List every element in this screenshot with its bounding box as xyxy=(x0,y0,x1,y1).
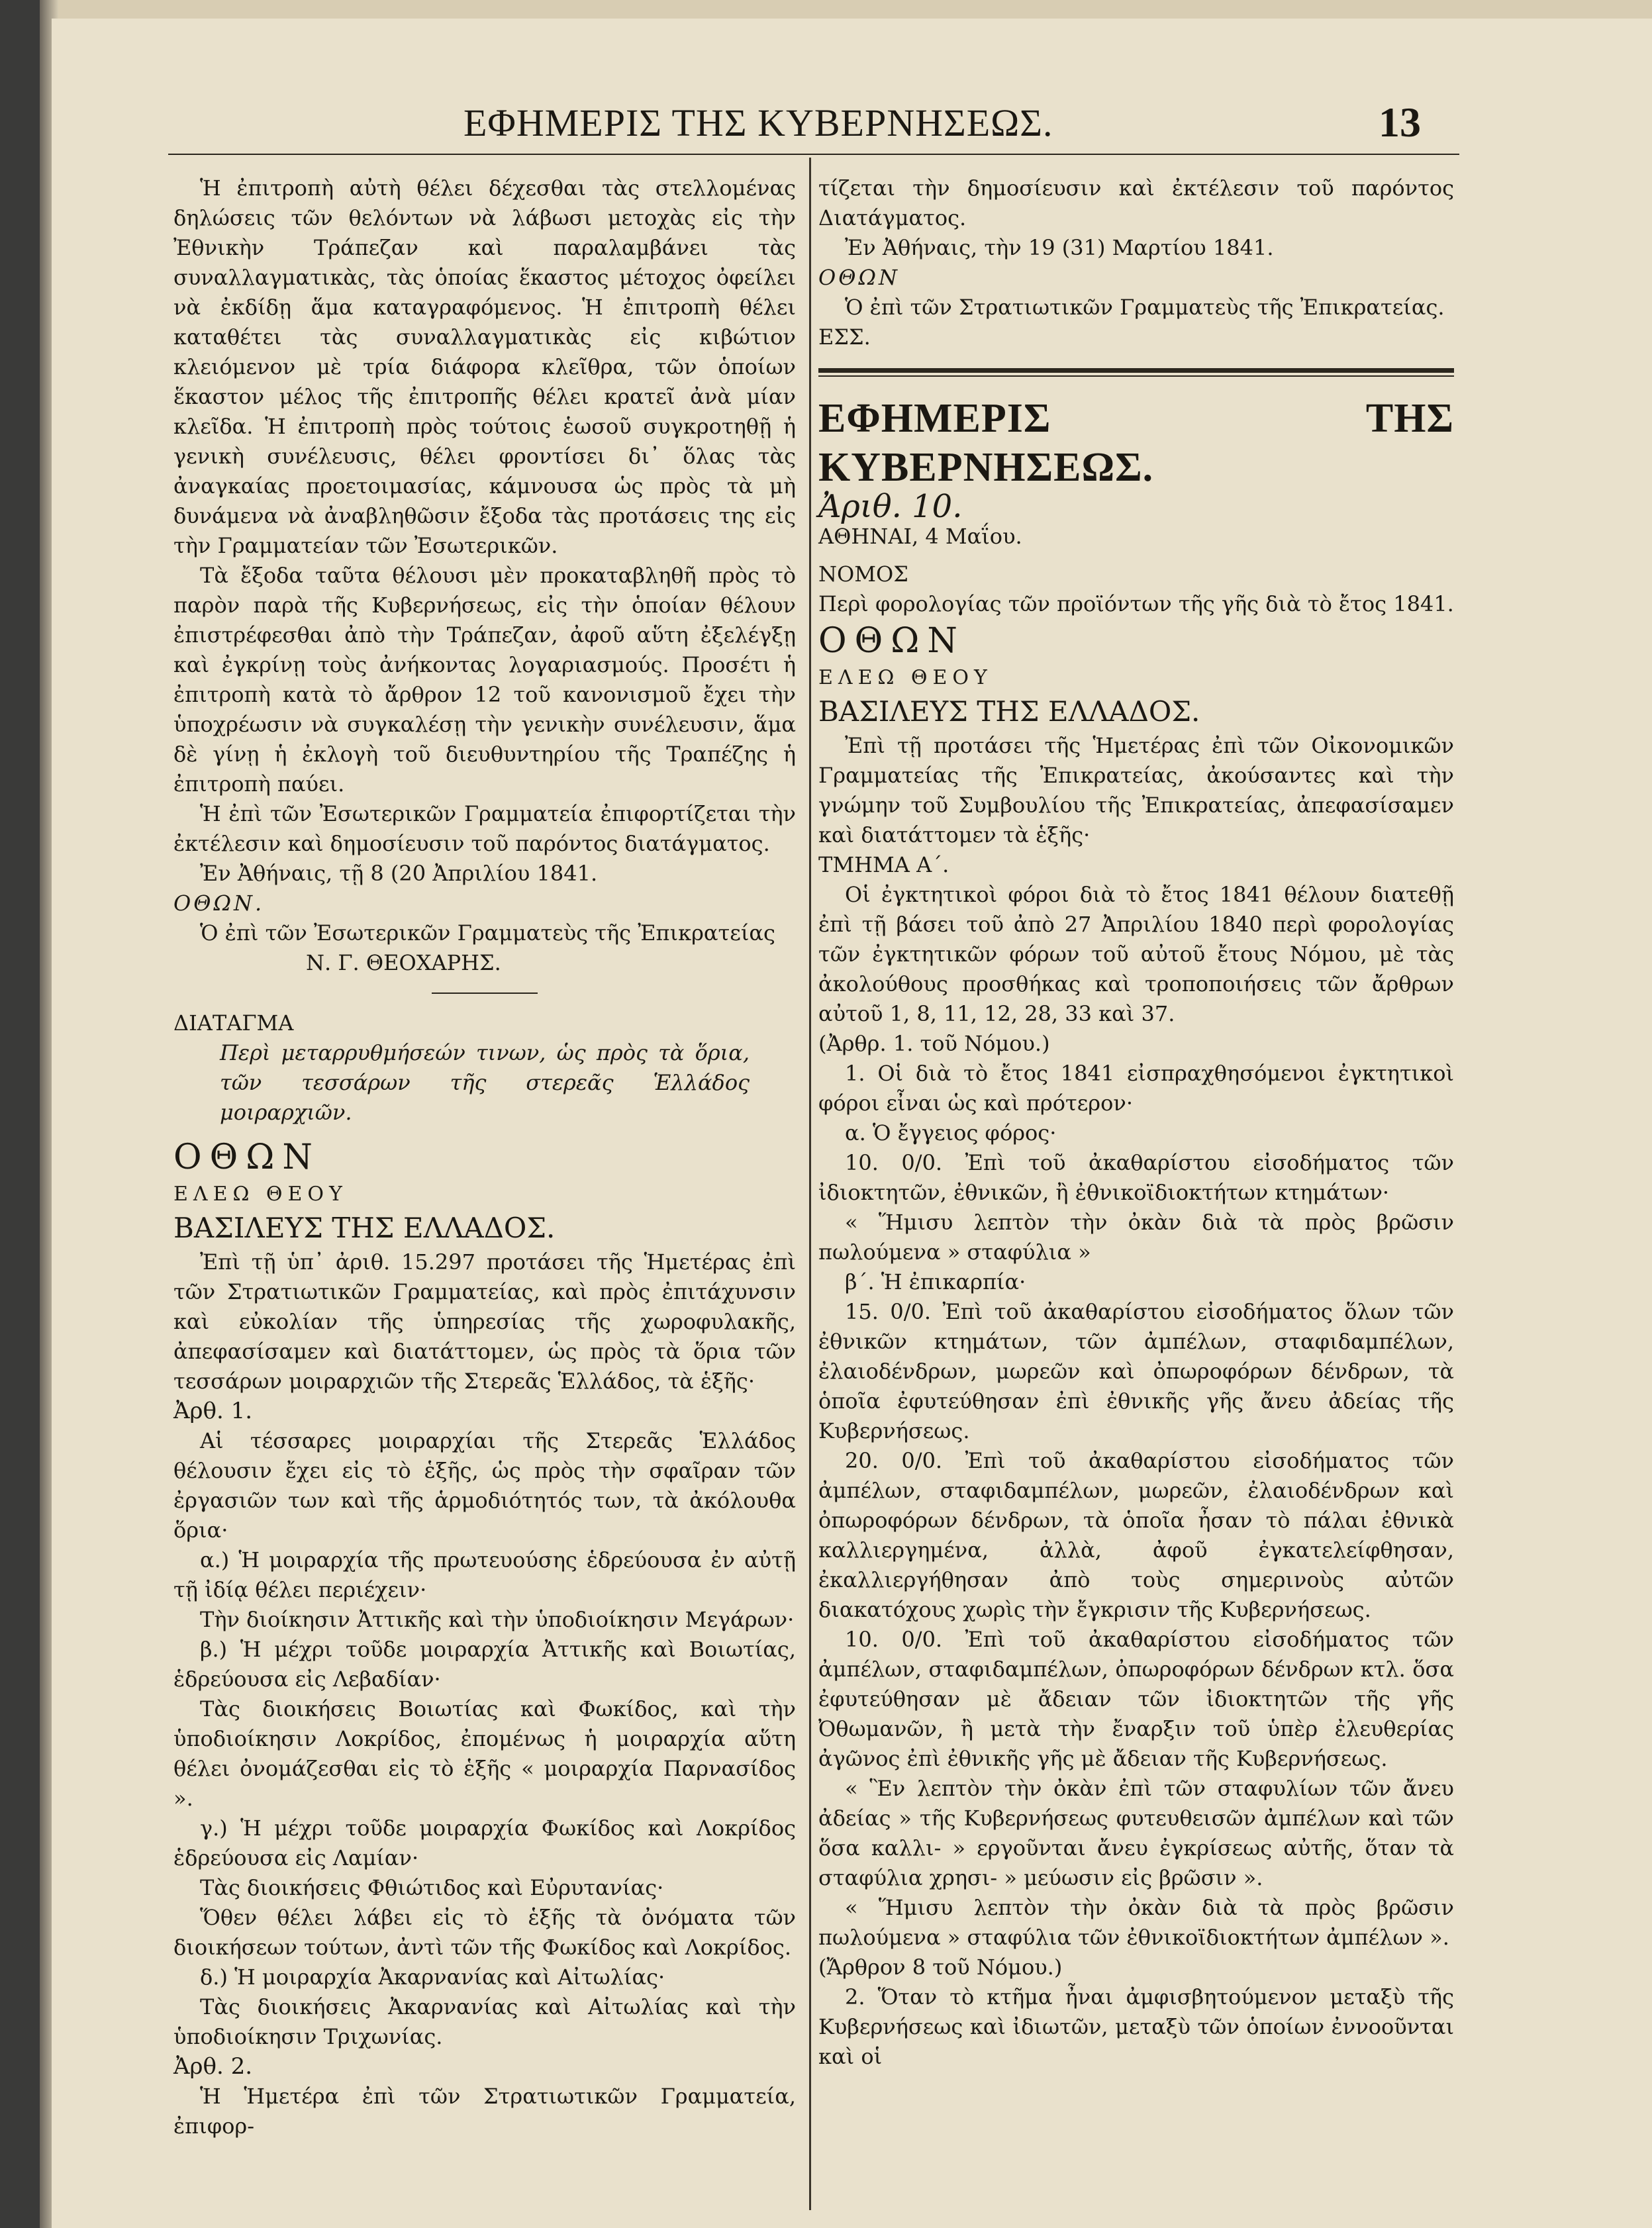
issue-masthead: ΕΦΗΜΕΡΙΣ ΤΗΣ ΚΥΒΕΡΝΗΣΕΩΣ. xyxy=(818,396,1454,490)
masthead-rule-thin xyxy=(818,375,1454,377)
law-item: 10. 0/0. Ἐπὶ τοῦ ἀκαθαρίστου εἰσοδήματος τῶν ἰδιοκτητῶν, ἐθνικῶν, ἢ ἐθνικοϊδιοκτήτων κτημάτων· xyxy=(818,1150,1454,1205)
paragraph: Τὰ ἔξοδα ταῦτα θέλουσι μὲν προκαταβληθῆ πρὸς τὸ παρὸν παρὰ τῆς Κυβερνήσεως, εἰς τὴν ὁποίαν θέλουν ἐπιστρέφεσθαι ἀπὸ τὴν Τράπεζαν, ἀφοῦ αὕτη ἐξελέγξῃ καὶ ἐγκρίνῃ τοὺς ἀνήκοντας λογαριασμούς. Προσέτι ἡ ἐπιτροπὴ κατὰ τὸ ἄρθρον 12 τοῦ κανονισμοῦ ἔχει τὴν ὑποχρέωσιν νὰ συγκαλέσῃ τὴν γενικὴν συνέλευσιν, ἅμα δὲ γίνῃ ἡ ἐκλογὴ τοῦ διευθυντηρίου τῆς Τραπέζης ἡ ἐπιτροπὴ παύει. xyxy=(173,563,796,797)
law-item: « Ἓν λεπτὸν τὴν ὀκὰν ἐπὶ τῶν σταφυλίων τῶν ἄνευ ἀδείας » τῆς Κυβερνήσεως φυτευθεισῶν ἀμπέλων καὶ τῶν ὅσα καλλι- » εργοῦνται ἄνευ ἐγκρίσεως αὐτῆς, ὅταν τὰ σταφύλια χρησι- » μεύωσιν εἰς βρῶσιν ». xyxy=(818,1776,1454,1890)
grace-line: ΕΛΕΩ ΘΕΟΥ xyxy=(173,1183,348,1206)
article-line: β.) Ἡ μέχρι τοῦδε μοιραρχία Ἀττικῆς καὶ Βοιωτίας, ἑδρεύουσα εἰς Λεβαδίαν· xyxy=(173,1637,796,1692)
header-rule xyxy=(168,154,1459,155)
law-item: 1. Οἱ διὰ τὸ ἔτος 1841 εἰσπραχθησόμενοι ἐγκτητικοὶ φόροι εἶναι ὡς καὶ πρότερον· xyxy=(818,1061,1454,1116)
paragraph: Ἡ ἐπιτροπὴ αὐτὴ θέλει δέχεσθαι τὰς στελλομένας δηλώσεις τῶν θελόντων νὰ λάβωσι μετοχὰς εἰς τὴν Ἐθνικὴν Τράπεζαν καὶ παραλαμβάνει τὰς συναλλαγματικὰς, τὰς ὁποίας ἕκαστος μέτοχος ὀφείλει νὰ ἐκδίδῃ ἅμα καταγραφόμενος. Ἡ ἐπιτροπὴ θέλει καταθέτει τὰς συναλλαγματικὰς εἰς κιβώτιον κλειόμενον μὲ τρία διάφορα κλεῖθρα, τῶν ὁποίων ἕκαστον μέλος τῆς ἐπιτροπῆς θέλει κρατεῖ ἀνὰ μίαν κλεῖδα. Ἡ ἐπιτροπὴ πρὸς τούτοις ἑωσοῦ συγκροτηθῇ ἡ γενικὴ συνέλευσις, θέλει φροντίσει δι᾽ ὅλας τὰς ἀναγκαίας προετοιμασίας, κάμνουσα ὡς πρὸς τὰ μὴ δυνάμενα νὰ ἀναβληθῶσιν ἔξοδα τὰς προτάσεις της εἰς τὴν Γραμματείαν τῶν Ἐσωτερικῶν. xyxy=(173,175,796,558)
issue-date: ΑΘΗΝΑΙ, 4 Μαΐου. xyxy=(818,524,1022,549)
page-masthead: ΕΦΗΜΕΡΙΣ ΤΗΣ ΚΥΒΕΡΝΗΣΕΩΣ. xyxy=(463,101,1053,144)
section-heading: ΤΜΗΜΑ Α΄. xyxy=(818,852,949,877)
date-line: Ἐν Ἀθήναις, τὴν 19 (31) Μαρτίου 1841. xyxy=(845,235,1274,260)
law-item: 20. 0/0. Ἐπὶ τοῦ ἀκαθαρίστου εἰσοδήματος τῶν ἀμπέλων, σταφιδαμπέλων, μωρεῶν, ἐλαιοδένδρων καὶ ὀπωροφόρων δένδρων, τὰ ὁποῖα ἦσαν τὸ πάλαι ἐθνικὰ καλλιεργημένα, ἀλλὰ, ἀφοῦ ἐγκατελείφθησαν, ἐκαλλιεργήθησαν ἀπὸ τοὺς σημερινοὺς αὐτῶν διακατόχους χωρὶς τὴν ἔγκρισιν τῆς Κυβερνήσεως. xyxy=(818,1448,1454,1622)
law-item: β΄. Ἡ ἐπικαρπία· xyxy=(845,1269,1026,1294)
article-line: Τὴν διοίκησιν Ἀττικῆς καὶ τὴν ὑποδιοίκησιν Μεγάρων· xyxy=(200,1607,795,1632)
article-line: γ.) Ἡ μέχρι τοῦδε μοιραρχία Φωκίδος καὶ Λοκρίδος ἑδρεύουσα εἰς Λαμίαν· xyxy=(173,1816,796,1870)
law-reference: (Ἄρθρον 8 τοῦ Νόμου.) xyxy=(818,1955,1063,1980)
article-line: α.) Ἡ μοιραρχία τῆς πρωτευούσης ἑδρεύουσα ἐν αὐτῇ τῇ ἰδίᾳ θέλει περιέχειν· xyxy=(173,1547,796,1602)
law-item: « Ἥμισυ λεπτὸν τὴν ὀκὰν διὰ τὰ πρὸς βρῶσιν πωλούμενα » σταφύλια » xyxy=(818,1210,1454,1265)
masthead-rule-thick xyxy=(818,368,1454,373)
law-item: « Ἥμισυ λεπτὸν τὴν ὀκὰν διὰ τὰ πρὸς βρῶσιν πωλούμενα » σταφύλια τῶν ἐθνικοϊδιοκτήτων ἀμπέλων ». xyxy=(818,1895,1454,1950)
countersign-title: Ὁ ἐπὶ τῶν Στρατιωτικῶν Γραμματεὺς τῆς Ἐπικρατείας. xyxy=(845,295,1445,320)
article-line: Ὅθεν θέλει λάβει εἰς τὸ ἑξῆς τὰ ὀνόματα τῶν διοικήσεων τούτων, ἀντὶ τῶν τῆς Φωκίδος καὶ Λοκρίδος. xyxy=(173,1905,796,1960)
article-heading: Ἀρθ. 1. xyxy=(173,1398,253,1424)
law-heading: ΝΟΜΟΣ xyxy=(818,561,908,587)
continuation-text: τίζεται τὴν δημοσίευσιν καὶ ἐκτέλεσιν τοῦ παρόντος Διατάγματος. xyxy=(818,175,1454,230)
paragraph: Ἡ ἐπὶ τῶν Ἐσωτερικῶν Γραμματεία ἐπιφορτίζεται τὴν ἐκτέλεσιν καὶ δημοσίευσιν τοῦ παρόντος διατάγματος. xyxy=(173,801,796,856)
body-paragraph: Οἱ ἐγκτητικοὶ φόροι διὰ τὸ ἔτος 1841 θέλουν διατεθῇ ἐπὶ τῇ βάσει τοῦ ἀπὸ 27 Ἀπριλίου 1840 περὶ φορολογίας τῶν ἐγκτητικῶν φόρων τοῦ αὐτοῦ ἔτους Νόμου, μὲ τὰς ἀκολούθους προσθήκας καὶ τροποποιήσεις τῶν ἄρθρων αὐτοῦ 1, 8, 11, 12, 28, 33 καὶ 37. xyxy=(818,882,1454,1026)
king-name: ΟΘΩΝ xyxy=(173,1138,320,1177)
column-divider xyxy=(809,158,811,2210)
right-column xyxy=(818,173,1454,2072)
law-item: 15. 0/0. Ἐπὶ τοῦ ἀκαθαρίστου εἰσοδήματος ὅλων τῶν ἐθνικῶν κτημάτων, τῶν ἀμπέλων, σταφιδαμπέλων, ἐλαιοδένδρων, μωρεῶν καὶ ὀπωροφόρων δένδρων, τὰ ὁποῖα ἐφυτεύθησαν ἐπὶ ἐθνικῆς γῆς ἄνευ ἀδείας τῆς Κυβερνήσεως. xyxy=(818,1299,1454,1443)
section-divider xyxy=(432,993,538,994)
preamble: Ἐπὶ τῇ ὑπ᾽ ἀριθ. 15.297 προτάσει τῆς Ἡμετέρας ἐπὶ τῶν Στρατιωτικῶν Γραμματείας, καὶ πρὸς ἐπιτάχυνσιν καὶ εὐκολίαν τῆς ὑπηρεσίας τῆς χωροφυλακῆς, ἀπεφασίσαμεν καὶ διατάττομεν, ὡς πρὸς τὰ ὅρια τῶν τεσσάρων μοιραρχιῶν τῆς Στερεᾶς Ἑλλάδος, τὰ ἑξῆς· xyxy=(173,1249,796,1394)
article-line: Τὰς διοικήσεις Ἀκαρνανίας καὶ Αἰτωλίας καὶ τὴν ὑποδιοίκησιν Τριχωνίας. xyxy=(173,1994,796,2049)
article-line: Αἱ τέσσαρες μοιραρχίαι τῆς Στερεᾶς Ἑλλάδος θέλουσιν ἔχει εἰς τὸ ἑξῆς, ὡς πρὸς τὴν σφαῖραν τῶν ἐργασιῶν των καὶ τῆς ἁρμοδιότητός των, τὰ ἀκόλουθα ὅρια· xyxy=(173,1428,796,1543)
article-line: Τὰς διοικήσεις Βοιωτίας καὶ Φωκίδος, καὶ τὴν ὑποδιοίκησιν Λοκρίδος, ἐπομένως ἡ μοιραρχία αὕτη θέλει ὀνομάζεσθαι εἰς τὸ ἑξῆς « μοιραρχία Παρνασίδος ». xyxy=(173,1696,796,1811)
law-subject: Περὶ φορολογίας τῶν προϊόντων τῆς γῆς διὰ τὸ ἔτος 1841. xyxy=(818,591,1454,616)
countersign-title: Ὁ ἐπὶ τῶν Ἐσωτερικῶν Γραμματεὺς τῆς Ἐπικρατείας xyxy=(200,920,775,945)
law-item: 10. 0/0. Ἐπὶ τοῦ ἀκαθαρίστου εἰσοδήματος τῶν ἀμπέλων, σταφιδαμπέλων, ὀπωροφόρων δένδρων κτλ. ὅσα ἐφυτεύθησαν μὲ ἄδειαν τῶν ἰδιοκτητῶν τῆς γῆς Ὀθωμανῶν, ἢ μετὰ τὴν ἔναρξιν τοῦ ὑπὲρ ἐλευθερίας ἀγῶνος ἐπὶ ἐθνικῆς γῆς μὲ ἄδειαν τῆς Κυβερνήσεως. xyxy=(818,1627,1454,1771)
king-title: ΒΑΣΙΛΕΥΣ ΤΗΣ ΕΛΛΑΔΟΣ. xyxy=(173,1212,556,1244)
law-reference: (Ἀρθρ. 1. τοῦ Νόμου.) xyxy=(818,1031,1050,1056)
date-line: Ἐν Ἀθήναις, τῇ 8 (20 Ἀπριλίου 1841. xyxy=(200,861,598,886)
law-item: α. Ὁ ἔγγειος φόρος· xyxy=(845,1120,1057,1145)
king-signature: ΟΘΩΝ xyxy=(818,265,900,290)
decree-subject: Περὶ μεταρρυθμήσεών τινων, ὡς πρὸς τὰ ὅρια, τῶν τεσσάρων τῆς στερεᾶς Ἑλλάδος μοιραρχιῶν. xyxy=(220,1040,750,1125)
countersign-name: Ν. Γ. ΘΕΟΧΑΡΗΣ. xyxy=(306,950,501,975)
issue-number: Ἀριθ. 10. xyxy=(818,488,963,525)
king-name: ΟΘΩΝ xyxy=(818,621,965,661)
countersign-name: ΕΣΣ. xyxy=(818,324,871,350)
grace-line: ΕΛΕΩ ΘΕΟΥ xyxy=(818,666,993,689)
decree-heading: ΔΙΑΤΑΓΜΑ xyxy=(173,1010,294,1036)
king-signature: ΟΘΩΝ. xyxy=(173,891,265,916)
left-column xyxy=(173,173,796,2141)
article-heading: Ἀρθ. 2. xyxy=(173,2053,253,2080)
king-title: ΒΑΣΙΛΕΥΣ ΤΗΣ ΕΛΛΑΔΟΣ. xyxy=(818,695,1200,728)
page-number: 13 xyxy=(1379,99,1421,146)
preamble: Ἐπὶ τῇ προτάσει τῆς Ἡμετέρας ἐπὶ τῶν Οἰκονομικῶν Γραμματείας τῆς Ἐπικρατείας, ἀκούσαντες καὶ τὴν γνώμην τοῦ Συμβουλίου τῆς Ἐπικρατείας, ἀπεφασίσαμεν καὶ διατάττομεν τὰ ἑξῆς· xyxy=(818,733,1454,848)
article-line: Τὰς διοικήσεις Φθιώτιδος καὶ Εὐρυτανίας· xyxy=(200,1875,664,1900)
law-item: 2. Ὅταν τὸ κτῆμα ἦναι ἀμφισβητούμενον μεταξὺ τῆς Κυβερνήσεως καὶ ἰδιωτῶν, μεταξὺ τῶν ὁποίων ἐννοοῦνται καὶ οἱ xyxy=(818,1984,1454,2069)
article-line: δ.) Ἡ μοιραρχία Ἀκαρνανίας καὶ Αἰτωλίας· xyxy=(200,1964,665,1990)
article-line: Ἡ Ἡμετέρα ἐπὶ τῶν Στρατιωτικῶν Γραμματεία, ἐπιφορ- xyxy=(173,2084,796,2139)
